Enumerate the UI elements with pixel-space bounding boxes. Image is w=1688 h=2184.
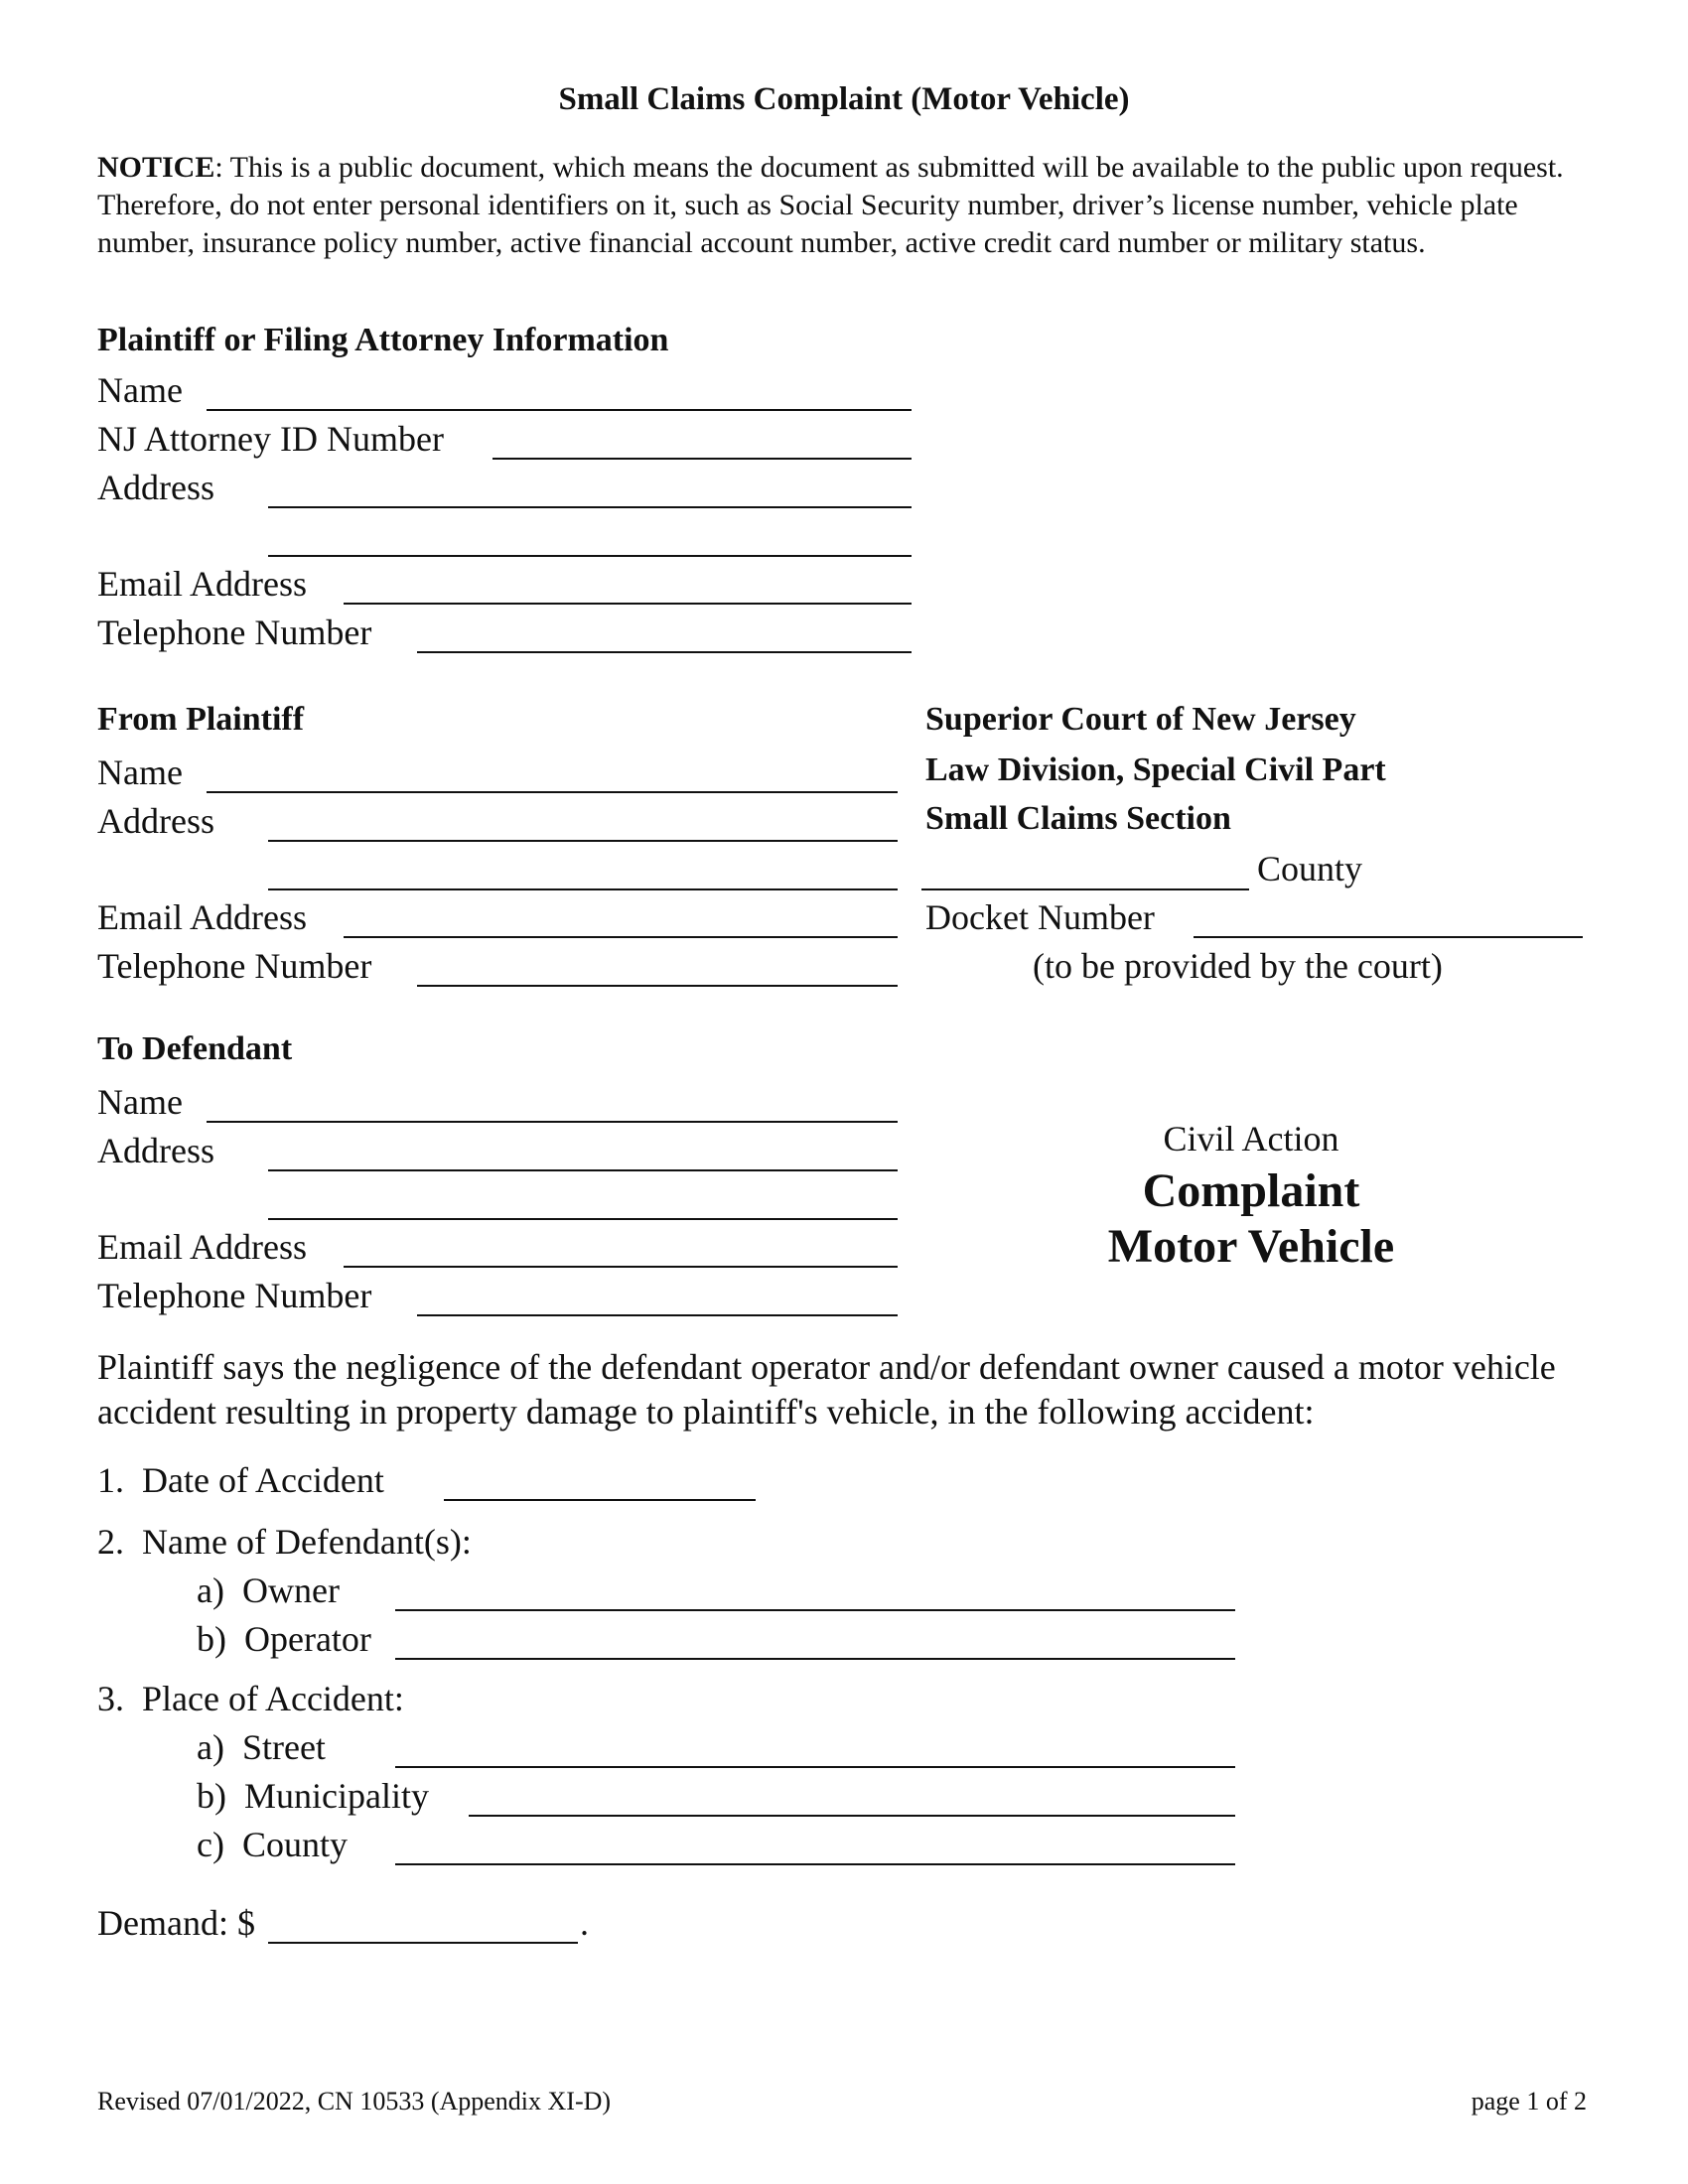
attorney-name-field[interactable]: [207, 409, 912, 411]
page-title: Small Claims Complaint (Motor Vehicle): [558, 81, 1130, 117]
plaintiff-email-label: Email Address: [97, 897, 307, 937]
attorney-name-label: Name: [97, 370, 183, 410]
plaintiff-address-line1-field[interactable]: [268, 840, 898, 842]
place-of-accident-label: 3. Place of Accident:: [97, 1679, 404, 1718]
plaintiff-address-line2-field[interactable]: [268, 888, 898, 890]
complaint-statement: Plaintiff says the negligence of the defendant operator and/or defendant owner caused a motor vehicle accident resulting in property damage to plaintiff's vehicle, in the following accident:: [97, 1347, 1556, 1432]
motor-vehicle-title: Motor Vehicle: [1107, 1220, 1395, 1273]
defendant-address-line2-field[interactable]: [268, 1218, 898, 1220]
date-of-accident-field[interactable]: [444, 1499, 756, 1501]
defendant-names-label: 2. Name of Defendant(s):: [97, 1522, 472, 1562]
municipality-label: b) Municipality: [197, 1776, 429, 1816]
demand-amount-field[interactable]: [268, 1942, 578, 1944]
plaintiff-name-label: Name: [97, 752, 183, 792]
court-name: Superior Court of New Jersey: [925, 701, 1356, 738]
operator-label: b) Operator: [197, 1619, 371, 1659]
court-division: Law Division, Special Civil Part: [925, 751, 1386, 788]
attorney-id-field[interactable]: [492, 458, 912, 460]
attorney-heading: Plaintiff or Filing Attorney Information: [97, 322, 669, 358]
plaintiff-phone-field[interactable]: [417, 985, 898, 987]
plaintiff-name-field[interactable]: [207, 791, 898, 793]
plaintiff-email-field[interactable]: [344, 936, 898, 938]
owner-label: a) Owner: [197, 1570, 340, 1610]
attorney-address-label: Address: [97, 468, 214, 507]
attorney-phone-label: Telephone Number: [97, 613, 372, 652]
operator-field[interactable]: [395, 1658, 1235, 1660]
notice-text: : This is a public document, which means the document as submitted will be available to the public upon request. Therefore, do not enter personal identifiers on it, such as Social Security number, driver’s license number, vehicle plate number, insurance policy number, active financial account number, active credit card number or military status.: [97, 151, 1564, 259]
municipality-field[interactable]: [469, 1815, 1235, 1817]
street-label: a) Street: [197, 1727, 326, 1767]
plaintiff-address-label: Address: [97, 801, 214, 841]
page-number: page 1 of 2: [1471, 2087, 1587, 2116]
plaintiff-phone-label: Telephone Number: [97, 946, 372, 986]
docket-number-field[interactable]: [1194, 936, 1583, 938]
defendant-phone-label: Telephone Number: [97, 1276, 372, 1315]
county-label: County: [1257, 849, 1363, 888]
attorney-address-line2-field[interactable]: [268, 555, 912, 557]
plaintiff-heading: From Plaintiff: [97, 701, 305, 738]
defendant-email-field[interactable]: [344, 1266, 898, 1268]
attorney-phone-field[interactable]: [417, 651, 912, 653]
docket-number-label: Docket Number: [925, 897, 1155, 937]
civil-action-label: Civil Action: [1163, 1119, 1339, 1159]
date-of-accident-label: 1. Date of Accident: [97, 1460, 384, 1500]
attorney-id-label: NJ Attorney ID Number: [97, 419, 444, 459]
county-of-accident-label: c) County: [197, 1825, 348, 1864]
defendant-name-label: Name: [97, 1082, 183, 1122]
court-section: Small Claims Section: [925, 800, 1231, 837]
docket-note: (to be provided by the court): [1033, 946, 1443, 986]
attorney-email-field[interactable]: [344, 603, 912, 605]
defendant-phone-field[interactable]: [417, 1314, 898, 1316]
street-field[interactable]: [395, 1766, 1235, 1768]
defendant-name-field[interactable]: [207, 1121, 898, 1123]
county-field[interactable]: [921, 888, 1249, 890]
notice-label: NOTICE: [97, 151, 215, 184]
demand-period: .: [580, 1903, 589, 1943]
attorney-email-label: Email Address: [97, 564, 307, 604]
county-of-accident-field[interactable]: [395, 1863, 1235, 1865]
demand-label: Demand: $: [97, 1903, 255, 1943]
complaint-title: Complaint: [1142, 1164, 1360, 1217]
defendant-heading: To Defendant: [97, 1030, 293, 1067]
defendant-address-label: Address: [97, 1131, 214, 1170]
notice-paragraph: [97, 149, 1587, 262]
revision-footer: Revised 07/01/2022, CN 10533 (Appendix XI-D): [97, 2087, 612, 2116]
attorney-address-line1-field[interactable]: [268, 506, 912, 508]
defendant-address-line1-field[interactable]: [268, 1169, 898, 1171]
defendant-email-label: Email Address: [97, 1227, 307, 1267]
owner-field[interactable]: [395, 1609, 1235, 1611]
